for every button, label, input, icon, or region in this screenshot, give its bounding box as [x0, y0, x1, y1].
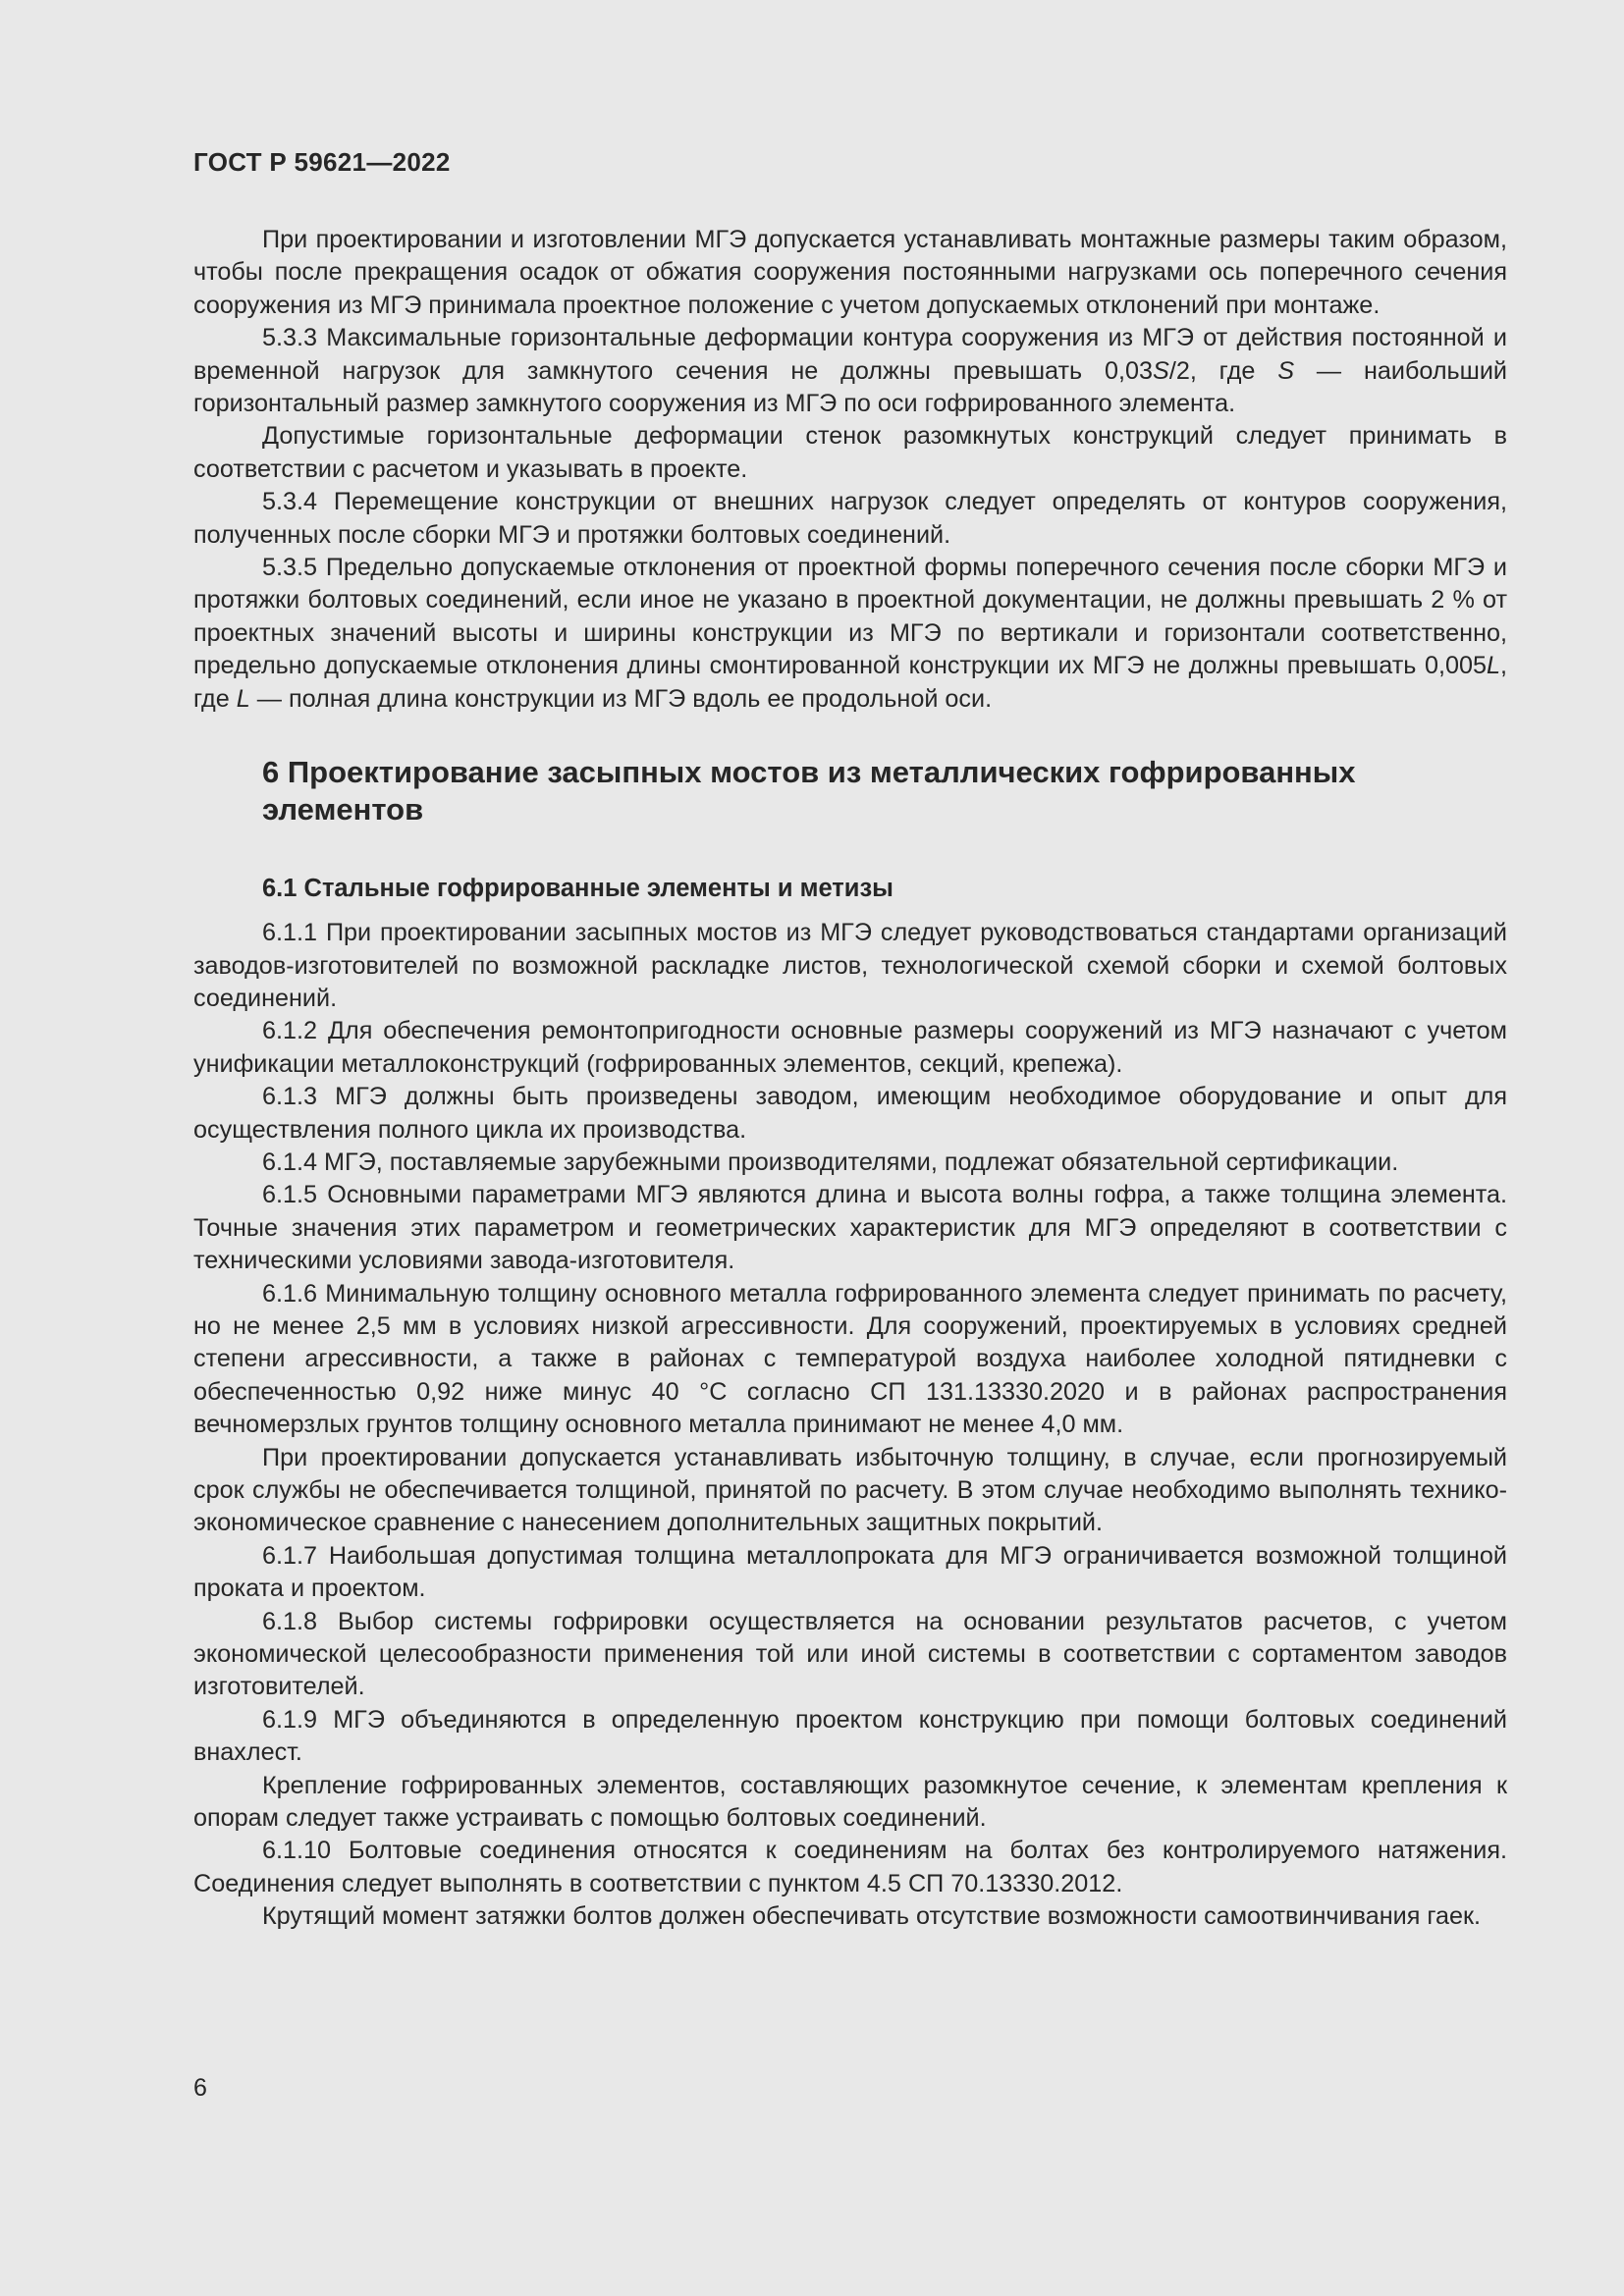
paragraph-6-1-5: 6.1.5 Основными параметрами МГЭ являются длина и высота волны гофра, а также толщина элемента. Точные значения этих параметром и геометрических характеристик для МГЭ определяют в соответствии с техническими условиями завода-изготовителя. [193, 1181, 1507, 1275]
paragraph-6-1-7: 6.1.7 Наибольшая допустимая толщина металлопроката для МГЭ ограничивается возможной толщиной проката и проектом. [193, 1541, 1507, 1603]
paragraph-6-1-10: 6.1.10 Болтовые соединения относятся к соединениям на болтах без контролируемого натяжения. Соединения следует выполнять в соответствии с пунктом 4.5 СП 70.13330.2012. [193, 1837, 1507, 1897]
paragraph-6-1-9: 6.1.9 МГЭ объединяются в определенную проектом конструкцию при помощи болтовых соединений внахлест. [193, 1705, 1507, 1767]
paragraph-5-3-3-b: Допустимые горизонтальные деформации стенок разомкнутых конструкций следует принимать в соответствии с расчетом и указывать в проекте. [193, 422, 1507, 483]
paragraph-6-1-2: 6.1.2 Для обеспечения ремонтопригодности основные размеры сооружений из МГЭ назначают с учетом унификации металлоконструкций (гофрированных элементов, секций, крепежа). [193, 1017, 1507, 1078]
paragraph-6-1-6-b: При проектировании допускается устанавливать избыточную толщину, в случае, если прогнозируемый срок службы не обеспечивается толщиной, принятой по расчету. В этом случае необходимо выполнять технико-экономическое сравнение с нанесением дополнительных защитных покрытий. [193, 1443, 1507, 1537]
paragraph-5-3-4: 5.3.4 Перемещение конструкции от внешних нагрузок следует определять от контуров сооружения, полученных после сборки МГЭ и протяжки болтовых соединений. [193, 488, 1507, 549]
document-header: ГОСТ Р 59621—2022 [193, 147, 451, 177]
paragraph-5-3-3: 5.3.3 Максимальные горизонтальные деформации контура сооружения из МГЭ от действия постоянной и временной нагрузок для замкнутого сечения не должны превышать 0,03S/2, где S — наибольший горизонтальный размер замкнутого сооружения из МГЭ по оси гофрированного элемента. [193, 324, 1507, 418]
paragraph-6-1-9-b: Крепление гофрированных элементов, составляющих разомкнутое сечение, к элементам крепления к опорам следует также устраивать с помощью болтовых соединений. [193, 1771, 1507, 1833]
paragraph-5-3-5: 5.3.5 Предельно допускаемые отклонения от проектной формы поперечного сечения после сборки МГЭ и протяжки болтовых соединений, если иное не указано в проектной документации, не должны превышать 2 % от проектных значений высоты и ширины конструкции из МГЭ по вертикали и горизонтали соответственно, предельно допускаемые отклонения длины смонтированной конструкции их МГЭ не должны превышать 0,005L, где L — полная длина конструкции из МГЭ вдоль ее продольной оси. [193, 554, 1507, 713]
paragraph-6-1-3: 6.1.3 МГЭ должны быть произведены заводом, имеющим необходимое оборудование и опыт для осуществления полного цикла их производства. [193, 1083, 1507, 1144]
paragraph-6-1-4: 6.1.4 МГЭ, поставляемые зарубежными производителями, подлежат обязательной сертификации. [262, 1148, 1399, 1176]
paragraph-6-1-1: 6.1.1 При проектировании засыпных мостов из МГЭ следует руководствоваться стандартами организаций заводов-изготовителей по возможной раскладке листов, технологической схемой сборки и схемой болтовых соединений. [193, 919, 1507, 1012]
paragraph-6-1-8: 6.1.8 Выбор системы гофрировки осуществляется на основании результатов расчетов, с учетом экономической целесообразности применения той или иной системы в соответствии с сортаментом заводов изготовителей. [193, 1607, 1507, 1701]
section-6-1-heading: 6.1 Стальные гофрированные элементы и метизы [262, 875, 893, 903]
paragraph-6-1-10-b: Крутящий момент затяжки болтов должен обеспечивать отсутствие возможности самоотвинчивания гаек. [262, 1902, 1481, 1931]
section-6-heading: 6 Проектирование засыпных мостов из металлических гофрированных элементов [262, 755, 1356, 828]
paragraph-mounting: При проектировании и изготовлении МГЭ допускается устанавливать монтажные размеры таким образом, чтобы после прекращения осадок от обжатия сооружения постоянными нагрузками ось поперечного сечения сооружения из МГЭ принимала проектное положение с учетом допускаемых отклонений при монтаже. [193, 226, 1507, 319]
document-body [193, 224, 1507, 1934]
paragraph-6-1-6: 6.1.6 Минимальную толщину основного металла гофрированного элемента следует принимать по расчету, но не менее 2,5 мм в условиях низкой агрессивности. Для сооружений, проектируемых в условиях средней степени агрессивности, а также в районах с температурой воздуха наиболее холодной пятидневки с обеспеченностью 0,92 ниже минус 40 °С согласно СП 131.13330.2020 и в районах распространения вечномерзлых грунтов толщину основного металла принимают не менее 4,0 мм. [193, 1279, 1507, 1439]
page-number: 6 [193, 2074, 207, 2102]
